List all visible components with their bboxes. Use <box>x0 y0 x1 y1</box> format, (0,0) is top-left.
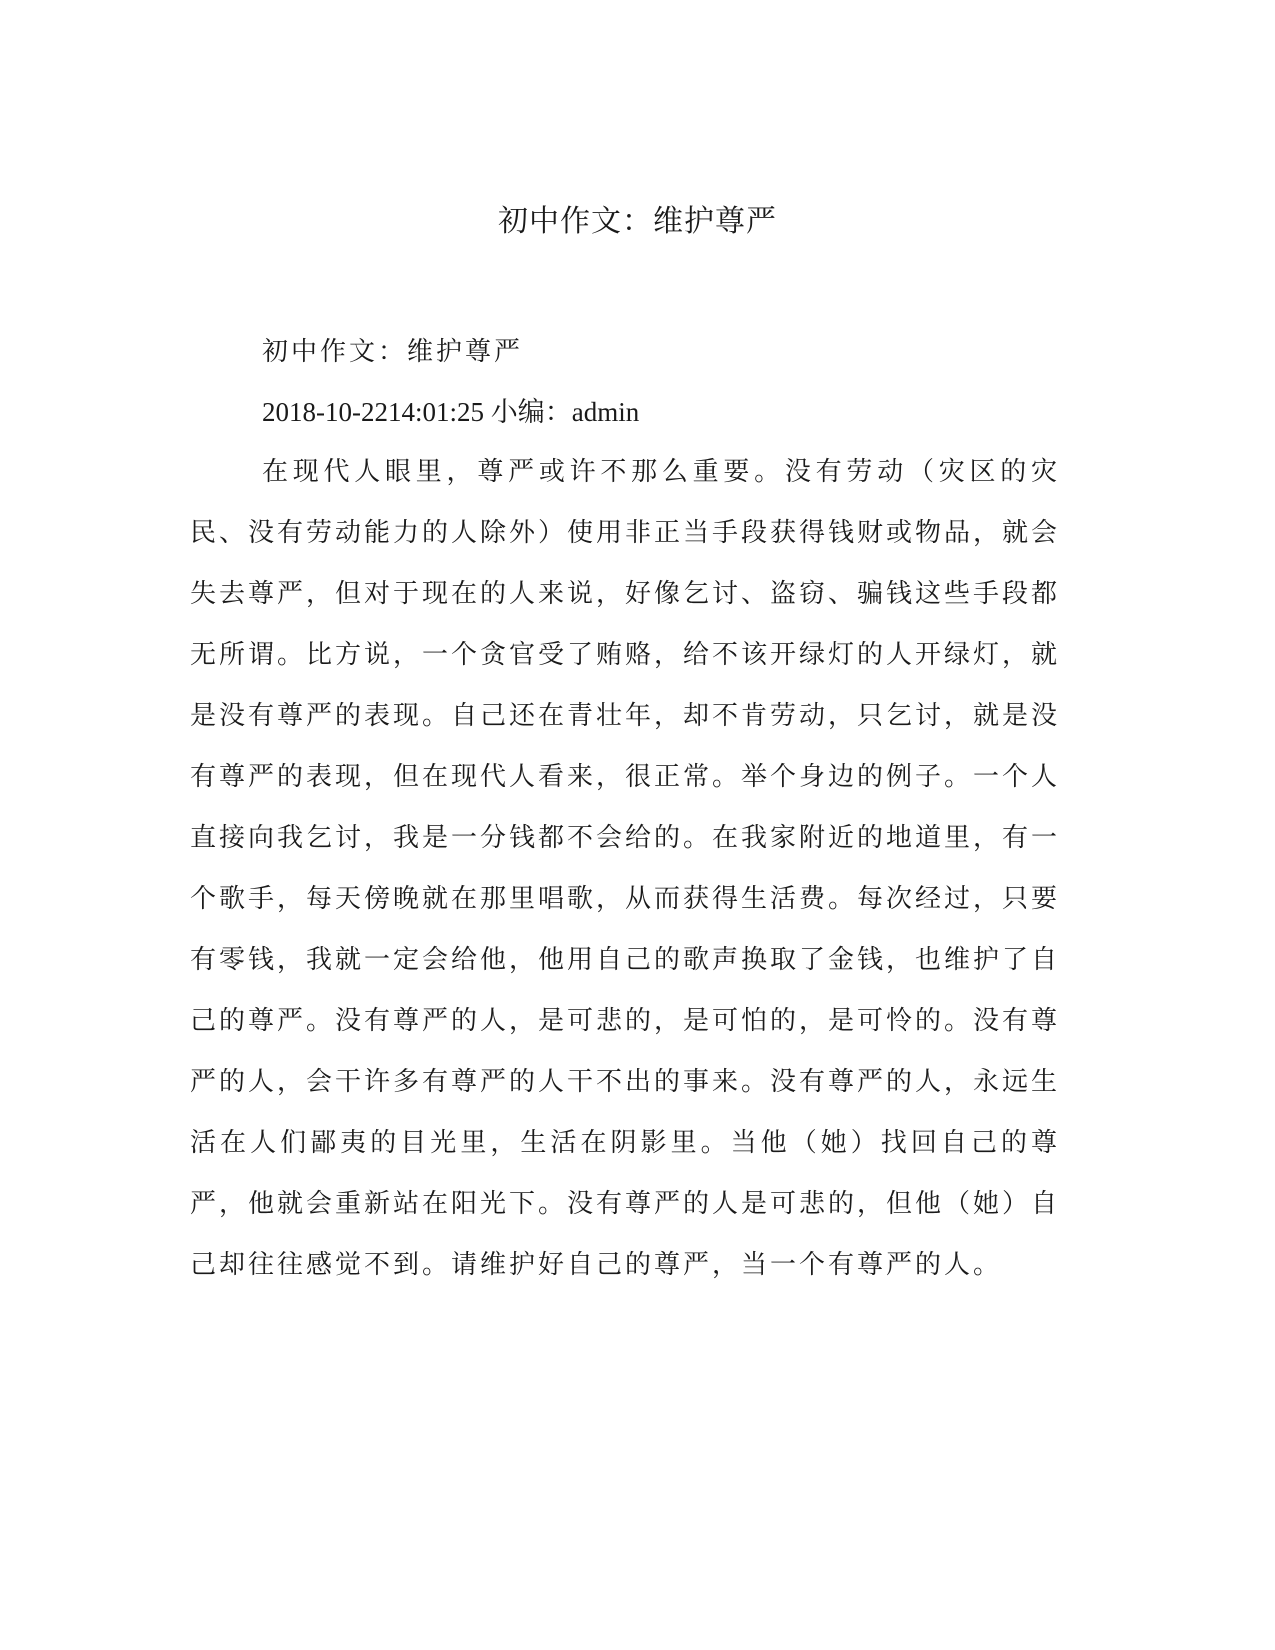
article-body: 在现代人眼里，尊严或许不那么重要。没有劳动（灾区的灾民、没有劳动能力的人除外）使用非正当手段获得钱财或物品，就会失去尊严，但对于现在的人来说，好像乞讨、盗窃、骗钱这些手段都无所谓。比方说，一个贪官受了贿赂，给不该开绿灯的人开绿灯，就是没有尊严的表现。自己还在青壮年，却不肯劳动，只乞讨，就是没有尊严的表现，但在现代人看来，很正常。举个身边的例子。一个人直接向我乞讨，我是一分钱都不会给的。在我家附近的地道里，有一个歌手，每天傍晚就在那里唱歌，从而获得生活费。每次经过，只要有零钱，我就一定会给他，他用自己的歌声换取了金钱，也维护了自己的尊严。没有尊严的人，是可悲的，是可怕的，是可怜的。没有尊严的人，会干许多有尊严的人干不出的事来。没有尊严的人，永远生活在人们鄙夷的目光里，生活在阴影里。当他（她）找回自己的尊严，他就会重新站在阳光下。没有尊严的人是可悲的，但他（她）自己却往往感觉不到。请维护好自己的尊严，当一个有尊严的人。 <box>190 457 1061 1280</box>
document-content <box>190 322 1060 1296</box>
article-subtitle: 初中作文：维护尊严 <box>262 337 524 367</box>
article-meta: 2018-10-2214:01:25 小编：admin <box>262 397 640 427</box>
document-title: 初中作文：维护尊严 <box>498 204 777 239</box>
